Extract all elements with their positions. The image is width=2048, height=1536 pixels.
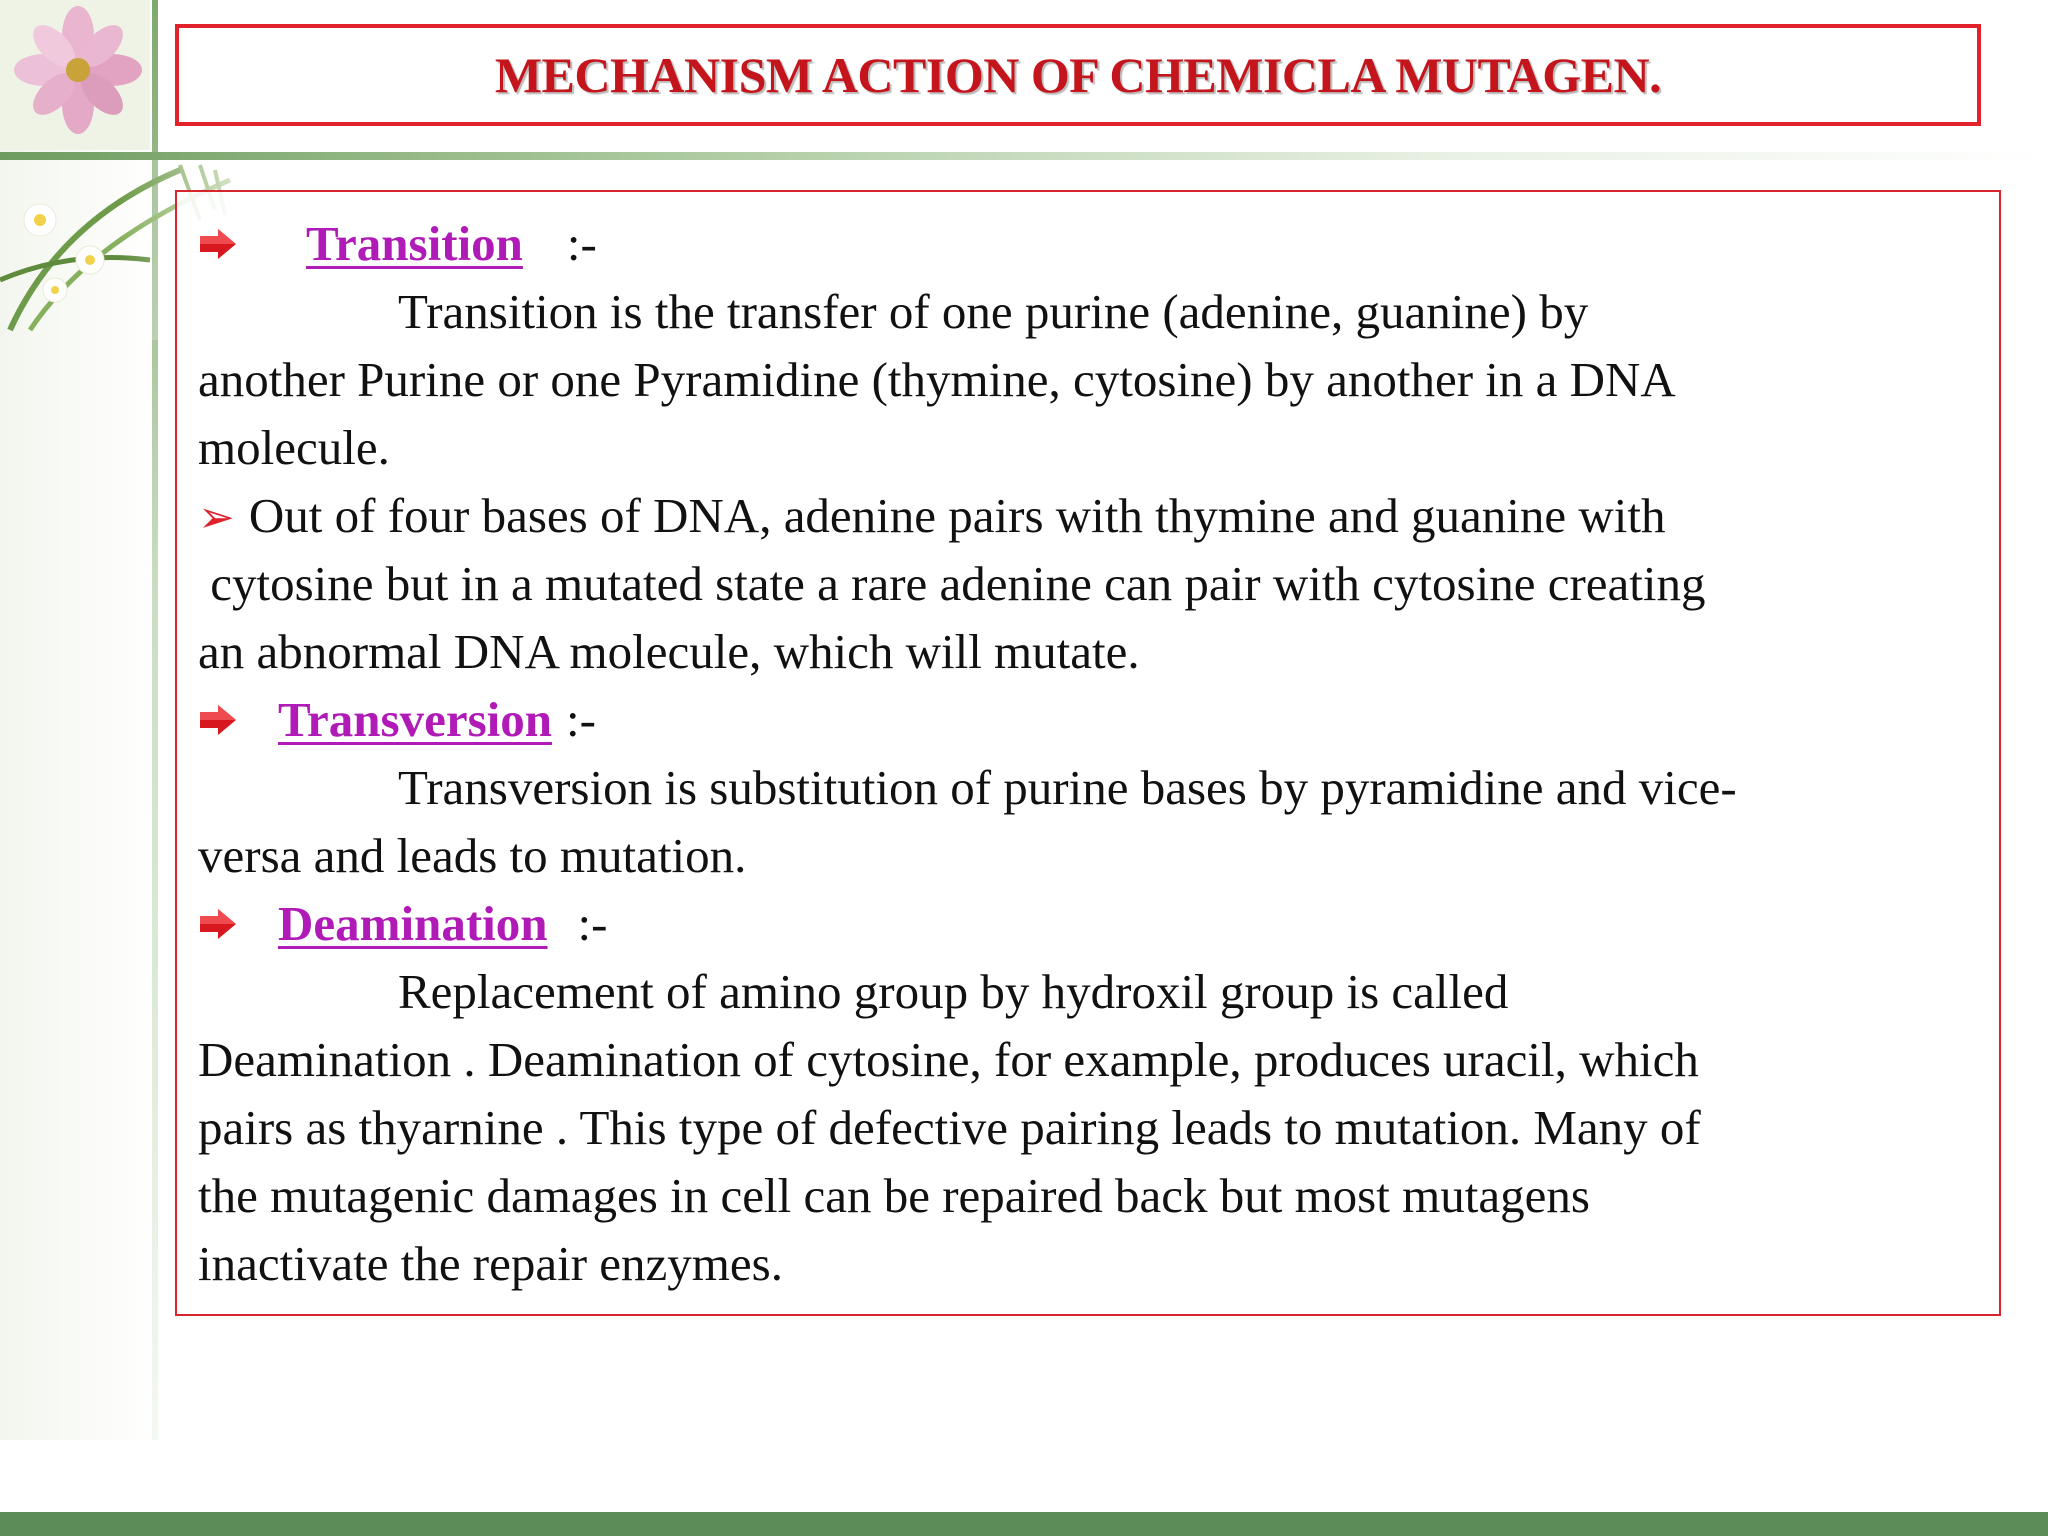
chevron-right-icon: ➢ bbox=[198, 493, 235, 542]
term-separator: :- bbox=[566, 216, 597, 271]
heading-transition bbox=[198, 210, 1988, 278]
term-deamination: Deamination bbox=[278, 896, 548, 951]
term-transition: Transition bbox=[306, 216, 523, 271]
text-line: cytosine but in a mutated state a rare adenine can pair with cytosine creating bbox=[198, 556, 1706, 611]
text-line: the mutagenic damages in cell can be repaired back but most mutagens bbox=[198, 1168, 1590, 1223]
horizontal-accent-line bbox=[0, 152, 2048, 160]
title-box bbox=[175, 24, 1981, 126]
text-line: an abnormal DNA molecule, which will mutate. bbox=[198, 624, 1140, 679]
content-box bbox=[175, 190, 2001, 1316]
term-transversion: Transversion bbox=[278, 692, 553, 747]
text-line: pairs as thyarnine . This type of defective pairing leads to mutation. Many of bbox=[198, 1100, 1701, 1155]
content-body bbox=[198, 210, 1988, 1298]
sub-bullet-line: ➢ Out of four bases of DNA, adenine pairs with thymine and guanine with bbox=[198, 488, 1666, 543]
text-line: versa and leads to mutation. bbox=[198, 828, 747, 883]
term-separator: :- bbox=[566, 692, 596, 747]
text-line: molecule. bbox=[198, 420, 390, 475]
arrow-bullet-icon bbox=[198, 907, 238, 941]
text-line: Transition is the transfer of one purine (adenine, guanine) by bbox=[398, 284, 1589, 339]
text-line: Transversion is substitution of purine bases by pyramidine and vice- bbox=[398, 760, 1737, 815]
arrow-bullet-icon bbox=[198, 703, 238, 737]
text-line: another Purine or one Pyramidine (thymine, cytosine) by another in a DNA bbox=[198, 352, 1676, 407]
bottom-accent-bar bbox=[0, 1512, 2048, 1536]
heading-transversion bbox=[198, 686, 1988, 754]
text-line: Deamination . Deamination of cytosine, for example, produces uracil, which bbox=[198, 1032, 1699, 1087]
heading-deamination bbox=[198, 890, 1988, 958]
text-line: Replacement of amino group by hydroxil group is called bbox=[398, 964, 1509, 1019]
flower-image bbox=[0, 0, 150, 150]
slide-title: MECHANISM ACTION OF CHEMICLA MUTAGEN. bbox=[494, 47, 1662, 103]
text-line: inactivate the repair enzymes. bbox=[198, 1236, 783, 1291]
term-separator: :- bbox=[577, 896, 608, 951]
arrow-bullet-icon bbox=[198, 227, 238, 261]
